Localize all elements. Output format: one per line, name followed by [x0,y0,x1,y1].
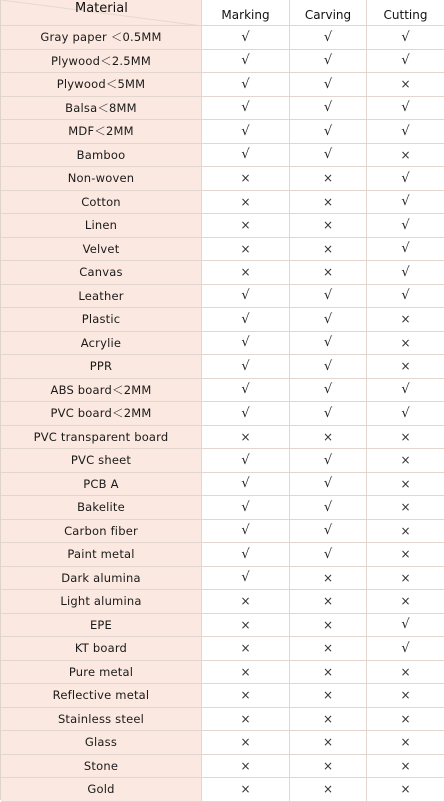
material-name: Pure metal [1,661,202,685]
material-name: Gold [1,778,202,802]
cutting-mark: × [367,661,444,685]
carving-mark: √ [290,402,367,426]
cutting-mark: × [367,567,444,591]
material-name: Balsa＜8MM [1,97,202,121]
carving-mark: × [290,238,367,262]
cutting-mark: √ [367,261,444,285]
carving-mark: × [290,755,367,779]
marking-mark: × [202,614,290,638]
marking-mark: √ [202,50,290,74]
marking-mark: × [202,708,290,732]
cutting-mark: √ [367,238,444,262]
cutting-mark: × [367,332,444,356]
carving-mark: √ [290,144,367,168]
marking-mark: √ [202,120,290,144]
cutting-mark: × [367,708,444,732]
marking-mark: × [202,214,290,238]
marking-mark: × [202,426,290,450]
marking-mark: × [202,661,290,685]
carving-mark: √ [290,543,367,567]
carving-mark: √ [290,120,367,144]
marking-mark: √ [202,449,290,473]
carving-mark: × [290,214,367,238]
material-name: Plywood＜2.5MM [1,50,202,74]
cutting-mark: × [367,426,444,450]
marking-mark: √ [202,144,290,168]
cutting-mark: × [367,778,444,802]
material-name: MDF＜2MM [1,120,202,144]
material-name: Plywood＜5MM [1,73,202,97]
material-name: Acrylie [1,332,202,356]
carving-mark: √ [290,26,367,50]
carving-mark: × [290,778,367,802]
header-carving: Carving [290,0,367,26]
material-name: Velvet [1,238,202,262]
marking-mark: × [202,167,290,191]
carving-mark: × [290,637,367,661]
material-name: Canvas [1,261,202,285]
material-name: Linen [1,214,202,238]
marking-mark: √ [202,355,290,379]
carving-mark: √ [290,73,367,97]
carving-mark: × [290,614,367,638]
cutting-mark: √ [367,191,444,215]
marking-mark: × [202,590,290,614]
header-material-cell [1,0,202,26]
marking-mark: √ [202,402,290,426]
carving-mark: √ [290,379,367,403]
carving-mark: × [290,590,367,614]
cutting-mark: √ [367,402,444,426]
cutting-mark: × [367,684,444,708]
marking-mark: √ [202,520,290,544]
cutting-mark: √ [367,214,444,238]
cutting-mark: × [367,755,444,779]
cutting-mark: × [367,590,444,614]
marking-mark: √ [202,496,290,520]
material-name: Bakelite [1,496,202,520]
carving-mark: × [290,261,367,285]
material-name: PVC sheet [1,449,202,473]
material-name: Cotton [1,191,202,215]
material-name: Leather [1,285,202,309]
marking-mark: √ [202,73,290,97]
header-material-label: Material [75,1,128,16]
marking-mark: × [202,238,290,262]
material-name: PVC transparent board [1,426,202,450]
marking-mark: × [202,778,290,802]
marking-mark: √ [202,473,290,497]
carving-mark: × [290,684,367,708]
marking-mark: √ [202,285,290,309]
marking-mark: √ [202,308,290,332]
cutting-mark: √ [367,26,444,50]
cutting-mark: × [367,520,444,544]
carving-mark: × [290,708,367,732]
material-name: Paint metal [1,543,202,567]
marking-mark: √ [202,379,290,403]
marking-mark: × [202,637,290,661]
carving-mark: √ [290,520,367,544]
marking-mark: √ [202,26,290,50]
material-name: Gray paper ＜0.5MM [1,26,202,50]
carving-mark: √ [290,50,367,74]
material-name: Stone [1,755,202,779]
cutting-mark: √ [367,167,444,191]
carving-mark: × [290,661,367,685]
cutting-mark: √ [367,285,444,309]
cutting-mark: √ [367,97,444,121]
cutting-mark: √ [367,50,444,74]
material-name: PPR [1,355,202,379]
marking-mark: √ [202,543,290,567]
carving-mark: √ [290,355,367,379]
material-name: Stainless steel [1,708,202,732]
carving-mark: × [290,731,367,755]
carving-mark: × [290,567,367,591]
material-name: KT board [1,637,202,661]
marking-mark: × [202,261,290,285]
carving-mark: √ [290,97,367,121]
material-name: ABS board＜2MM [1,379,202,403]
cutting-mark: × [367,308,444,332]
material-name: PVC board＜2MM [1,402,202,426]
cutting-mark: × [367,496,444,520]
cutting-mark: × [367,543,444,567]
material-name: Light alumina [1,590,202,614]
carving-mark: √ [290,285,367,309]
cutting-mark: √ [367,614,444,638]
marking-mark: × [202,755,290,779]
marking-mark: × [202,684,290,708]
material-name: Reflective metal [1,684,202,708]
material-name: PCB A [1,473,202,497]
marking-mark: √ [202,567,290,591]
material-name: Non-woven [1,167,202,191]
cutting-mark: × [367,731,444,755]
marking-mark: × [202,731,290,755]
material-name: Bamboo [1,144,202,168]
header-marking: Marking [202,0,290,26]
cutting-mark: √ [367,120,444,144]
cutting-mark: × [367,473,444,497]
cutting-mark: √ [367,379,444,403]
material-name: Glass [1,731,202,755]
header-cutting: Cutting [367,0,444,26]
carving-mark: × [290,191,367,215]
carving-mark: √ [290,473,367,497]
carving-mark: × [290,167,367,191]
material-name: Carbon fiber [1,520,202,544]
cutting-mark: × [367,144,444,168]
material-name: Plastic [1,308,202,332]
cutting-mark: × [367,449,444,473]
carving-mark: × [290,426,367,450]
cutting-mark: × [367,355,444,379]
carving-mark: √ [290,308,367,332]
material-name: Dark alumina [1,567,202,591]
material-name: EPE [1,614,202,638]
marking-mark: √ [202,97,290,121]
marking-mark: × [202,191,290,215]
carving-mark: √ [290,449,367,473]
carving-mark: √ [290,496,367,520]
cutting-mark: × [367,73,444,97]
marking-mark: √ [202,332,290,356]
cutting-mark: √ [367,637,444,661]
carving-mark: √ [290,332,367,356]
